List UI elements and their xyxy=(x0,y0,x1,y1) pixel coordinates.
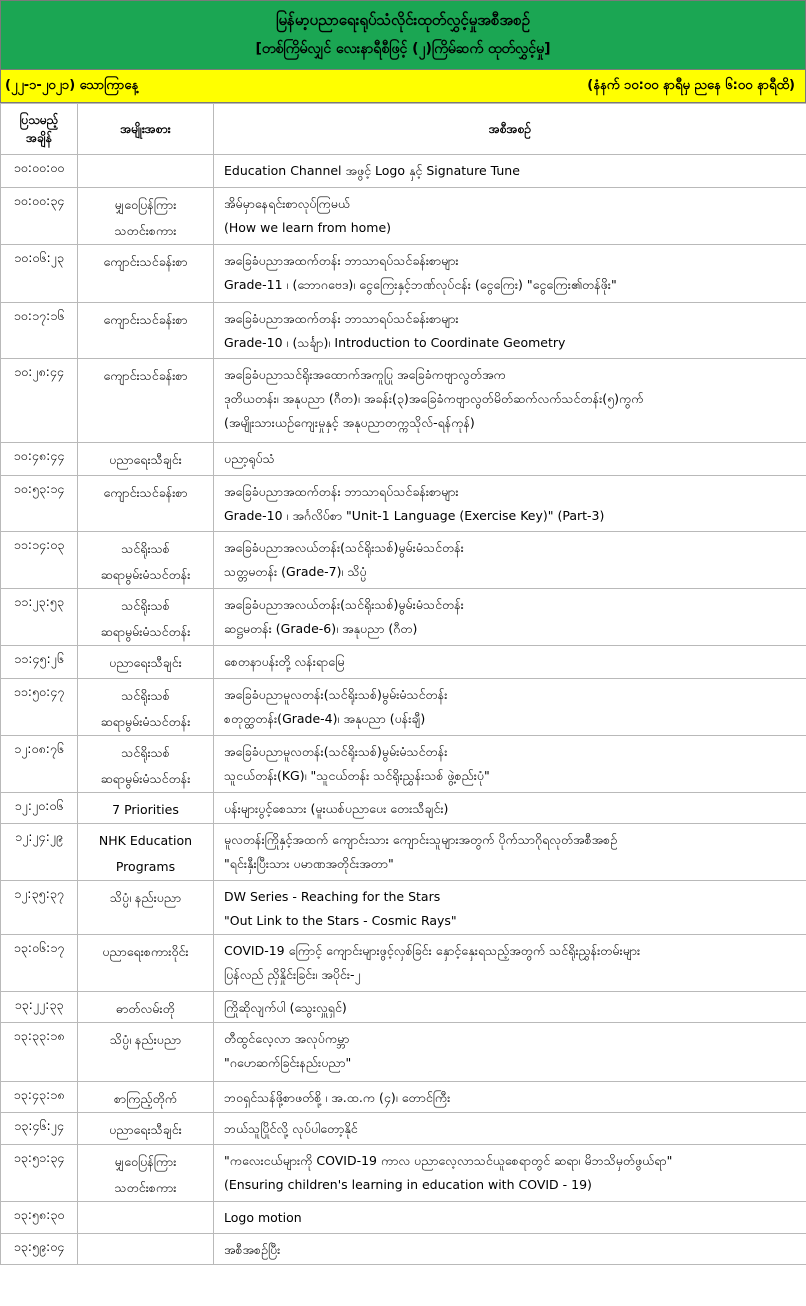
category-column-header: အမျိုးအစား xyxy=(78,104,214,155)
table-row xyxy=(1,359,806,443)
program-cell xyxy=(214,824,806,881)
time-value: ၁၀:၂၈:၄၄ xyxy=(14,364,64,379)
table-row xyxy=(1,188,806,245)
program-line: Logo motion xyxy=(224,1210,302,1225)
category-cell xyxy=(78,935,214,992)
category-line: ကျောင်းသင်ခန်းစာ xyxy=(103,254,188,269)
time-value: ၁၀:၁၇:၁၆ xyxy=(13,308,65,323)
category-line: ပညာရေးသီချင်း xyxy=(109,655,182,670)
category-line: သတင်းစကား xyxy=(114,223,177,238)
category-cell xyxy=(78,443,214,476)
program-line: အခြေခံပညာမူလတန်း(သင်ရိုးသစ်)မွမ်းမံသင်တန်း xyxy=(224,744,448,759)
program-cell xyxy=(214,935,806,992)
time-value: ၁၃:၅၈:၃၀ xyxy=(13,1207,65,1222)
category-line: သတင်းစကား xyxy=(114,1180,177,1195)
program-line: (How we learn from home) xyxy=(224,220,392,235)
program-cell xyxy=(214,1113,806,1145)
time-cell xyxy=(1,188,78,245)
category-cell xyxy=(78,1202,214,1234)
program-cell xyxy=(214,532,806,589)
category-cell xyxy=(78,992,214,1023)
category-cell xyxy=(78,1145,214,1202)
program-cell xyxy=(214,881,806,935)
category-cell xyxy=(78,824,214,881)
category-line: Programs xyxy=(115,859,176,874)
time-cell xyxy=(1,935,78,992)
category-line: ကျောင်းသင်ခန်းစာ xyxy=(103,485,188,500)
time-cell xyxy=(1,443,78,476)
time-cell xyxy=(1,303,78,359)
category-line: သင်ရိုးသစ် xyxy=(121,745,170,760)
category-cell xyxy=(78,679,214,736)
program-line: Grade-10 ၊ (သင်္ချာ)၊ Introduction to Coordinate Geometry xyxy=(224,335,566,350)
time-cell xyxy=(1,824,78,881)
program-line: (အမျိုးသားယဉ်ကျေးမှုနှင့် အနုပညာတက္ကသိုလ်-ရန်ကုန်) xyxy=(224,415,475,430)
category-cell xyxy=(78,303,214,359)
time-cell xyxy=(1,155,78,188)
category-cell xyxy=(78,736,214,793)
table-row xyxy=(1,1145,806,1202)
time-cell xyxy=(1,476,78,532)
schedule-table xyxy=(0,103,806,1265)
program-cell xyxy=(214,1082,806,1113)
program-line: မူလတန်းကြိုနှင့်အထက် ကျောင်းသား ကျောင်းသူများအတွက် ပိုက်သာဂိုရလုတ်အစီအစဉ် xyxy=(224,832,618,847)
table-row xyxy=(1,793,806,824)
program-line: အခြေခံပညာမူလတန်း(သင်ရိုးသစ်)မွမ်းမံသင်တန်း xyxy=(224,687,448,702)
table-row xyxy=(1,476,806,532)
time-cell xyxy=(1,1023,78,1082)
program-cell xyxy=(214,1145,806,1202)
category-cell xyxy=(78,881,214,935)
program-line: သူငယ်တန်း(KG)၊ "သူငယ်တန်း သင်ရိုးညွှန်းသစ် ဖွဲ့စည်းပုံ" xyxy=(224,768,490,783)
program-cell xyxy=(214,1234,806,1265)
broadcast-date: (၂၂-၁-၂၀၂၁) သောကြာနေ့ xyxy=(5,77,139,93)
program-line: အစီအစဉ်ပြီး xyxy=(224,1242,281,1257)
table-row xyxy=(1,245,806,303)
category-cell xyxy=(78,1113,214,1145)
time-value: ၁၃:၄၃:၁၈ xyxy=(13,1087,65,1102)
program-line: အခြေခံပညာသင်ရိုးအထောက်အကူပြု အခြေခံကဗျာလွတ်အက xyxy=(224,367,506,382)
category-cell xyxy=(78,1082,214,1113)
program-line: ပြန်လည် ညှိနှိုင်းခြင်း၊ အပိုင်း-၂ xyxy=(224,967,361,982)
time-cell xyxy=(1,646,78,679)
category-line: စာကြည့်တိုက် xyxy=(114,1091,177,1106)
program-line: ဆဋ္ဌမတန်း (Grade-6)၊ အနုပညာ (ဂီတ) xyxy=(224,621,418,636)
program-line: ဘဝရှင်သန်ဖို့စာဖတ်စို့ ၊ အ.ထ.က (၄)၊ တောင်ကြီး xyxy=(224,1090,451,1105)
table-row xyxy=(1,1202,806,1234)
time-value: ၁၃:၂၂:၃၃ xyxy=(14,997,64,1012)
category-line: ဓာတ်လမ်းတို xyxy=(116,1001,175,1016)
table-row xyxy=(1,679,806,736)
program-cell xyxy=(214,245,806,303)
time-cell xyxy=(1,1202,78,1234)
time-value: ၁၃:၅၁:၃၄ xyxy=(13,1150,65,1165)
time-cell xyxy=(1,589,78,646)
category-cell xyxy=(78,155,214,188)
time-cell xyxy=(1,532,78,589)
time-value: ၁၀:၀၆:၂၃ xyxy=(14,250,64,265)
page-header xyxy=(0,0,806,70)
table-row xyxy=(1,881,806,935)
time-value: ၁၂:၂၄:၂၉ xyxy=(15,829,63,844)
category-line: ဆရာမွမ်းမံသင်တန်း xyxy=(100,624,191,639)
program-cell xyxy=(214,793,806,824)
program-cell xyxy=(214,679,806,736)
program-cell xyxy=(214,736,806,793)
program-line: စေတနာပန်းတို့ လန်းရာမြေ xyxy=(224,654,345,669)
category-cell xyxy=(78,589,214,646)
time-value: ၁၁:၅၀:၄၇ xyxy=(13,684,65,699)
program-cell xyxy=(214,1023,806,1082)
program-line: အခြေခံပညာအလယ်တန်း(သင်ရိုးသစ်)မွမ်းမံသင်တန်း xyxy=(224,597,464,612)
category-cell xyxy=(78,793,214,824)
table-row xyxy=(1,1113,806,1145)
category-line: 7 Priorities xyxy=(112,802,179,817)
program-line: ဘယ်သူပြိုင်လို့ လုပ်ပါတော့နိုင် xyxy=(224,1121,358,1136)
time-value: ၁၀:၅၃:၁၄ xyxy=(13,481,65,496)
program-line: "Out Link to the Stars - Cosmic Rays" xyxy=(224,913,457,928)
category-line: ဆရာမွမ်းမံသင်တန်း xyxy=(100,714,191,729)
time-value: ၁၀:၄၈:၄၄ xyxy=(13,448,65,463)
table-row xyxy=(1,824,806,881)
program-cell xyxy=(214,476,806,532)
table-row xyxy=(1,1234,806,1265)
date-bar xyxy=(0,70,806,103)
time-value: ၁၃:၅၉:၀၄ xyxy=(13,1239,65,1254)
table-row xyxy=(1,736,806,793)
program-line: ပန်းများပွင့်စေသား (မူးယစ်ပညာပေး တေးသီချင်း) xyxy=(224,801,449,816)
category-line: NHK Education xyxy=(98,833,193,848)
table-row xyxy=(1,1023,806,1082)
category-line: သင်ရိုးသစ် xyxy=(121,688,170,703)
category-line: ကျောင်းသင်ခန်းစာ xyxy=(103,368,188,383)
program-line: ပညာ့ရုပ်သံ xyxy=(224,451,275,466)
category-cell xyxy=(78,359,214,443)
program-cell xyxy=(214,359,806,443)
program-line: "ကလေးငယ်များကို COVID-19 ကာလ ပညာလေ့လာသင်ယူစေရာတွင် ဆရာ၊ မိဘသိမှတ်ဖွယ်ရာ" xyxy=(224,1153,673,1168)
program-line: အခြေခံပညာအထက်တန်း ဘာသာရပ်သင်ခန်းစာများ xyxy=(224,253,459,268)
table-row xyxy=(1,303,806,359)
category-line: ဆရာမွမ်းမံသင်တန်း xyxy=(100,771,191,786)
time-value: ၁၂:၀၈:၇၆ xyxy=(14,741,64,756)
program-column-header: အစီအစဉ် xyxy=(214,104,806,155)
program-line: အခြေခံပညာအထက်တန်း ဘာသာရပ်သင်ခန်းစာများ xyxy=(224,311,459,326)
program-line: Grade-10 ၊ အင်္ဂလိပ်စာ "Unit-1 Language (Exercise Key)" (Part-3) xyxy=(224,508,605,523)
category-line: သိပ္ပံ၊ နည်းပညာ xyxy=(109,890,182,905)
program-line: "ဂဟေဆက်ခြင်းနည်းပညာ" xyxy=(224,1055,352,1070)
category-line: ကျောင်းသင်ခန်းစာ xyxy=(103,312,188,327)
table-row xyxy=(1,155,806,188)
program-line: ဒုတိယတန်း၊ အနုပညာ (ဂီတ)၊ အခန်း(၃)အခြေခံကဗျာလွတ်မိတ်ဆက်လက်သင်တန်း(၅)ကွက် xyxy=(224,391,644,406)
time-column-header xyxy=(1,104,78,155)
category-line: သင်ရိုးသစ် xyxy=(121,541,170,556)
category-cell xyxy=(78,646,214,679)
table-row xyxy=(1,992,806,1023)
time-cell xyxy=(1,992,78,1023)
program-line: တီထွင်လေ့လာ အလုပ်ကမ္ဘာ xyxy=(224,1031,350,1046)
time-value: ၁၀:၀၀:၃၄ xyxy=(13,193,65,208)
program-cell xyxy=(214,1202,806,1234)
time-cell xyxy=(1,1113,78,1145)
time-cell xyxy=(1,881,78,935)
program-line: အခြေခံပညာအလယ်တန်း(သင်ရိုးသစ်)မွမ်းမံသင်တန်း xyxy=(224,540,464,555)
time-cell xyxy=(1,1145,78,1202)
time-value: ၁၃:၀၆:၁၇ xyxy=(13,940,65,955)
category-line: သင်ရိုးသစ် xyxy=(121,598,170,613)
table-row xyxy=(1,589,806,646)
time-value: ၁၁:၁၄:၀၃ xyxy=(13,537,65,552)
category-line: ပညာရေးသီချင်း xyxy=(109,1122,182,1137)
category-cell xyxy=(78,532,214,589)
table-row xyxy=(1,532,806,589)
broadcast-hours: (နံနက် ၁၀:၀၀ နာရီမှ ညနေ ၆:၀၀ နာရီထိ) xyxy=(587,77,795,93)
program-line: Grade-11 ၊ (ဘောဂဗေဒ)၊ ငွေကြေးနှင့်ဘဏ်လုပ်ငန်း (ငွေကြေး) "ငွေကြေး၏တန်ဖိုး" xyxy=(224,277,617,292)
time-cell xyxy=(1,793,78,824)
program-line: DW Series - Reaching for the Stars xyxy=(224,889,441,904)
program-cell xyxy=(214,992,806,1023)
time-value: ၁၂:၂၀:၀၆ xyxy=(14,798,64,813)
program-line: (Ensuring children's learning in education with COVID - 19) xyxy=(224,1177,592,1192)
program-line: "ရင်းနှီးပြီးသား ပမာဏအတိုင်းအတာ" xyxy=(224,856,394,871)
program-cell xyxy=(214,155,806,188)
category-cell xyxy=(78,476,214,532)
time-cell xyxy=(1,736,78,793)
table-header-row xyxy=(1,104,806,155)
page-subtitle: [တစ်ကြိမ်လျှင် လေးနာရီစီဖြင့် (၂)ကြိမ်ဆက် ထုတ်လွှင့်မှု] xyxy=(255,41,551,57)
program-line: သတ္တမတန်း (Grade-7)၊ သိပ္ပံ xyxy=(224,564,367,579)
time-header-line2: အချိန် xyxy=(26,131,52,145)
time-value: ၁၁:၂၃:၅၃ xyxy=(14,594,64,609)
category-line: မျှဝေပြန်ကြား xyxy=(114,1154,177,1169)
program-cell xyxy=(214,589,806,646)
category-line: သိပ္ပံ၊ နည်းပညာ xyxy=(109,1032,182,1047)
time-header-line1: ပြသမည့် xyxy=(19,113,59,127)
program-line: အိမ်မှာနေရင်းစာလုပ်ကြမယ် xyxy=(224,196,351,211)
time-cell xyxy=(1,1082,78,1113)
category-line: ပညာရေးသီချင်း xyxy=(109,452,182,467)
table-row xyxy=(1,935,806,992)
program-line: အခြေခံပညာအထက်တန်း ဘာသာရပ်သင်ခန်းစာများ xyxy=(224,484,459,499)
schedule-rows xyxy=(1,155,806,1265)
time-value: ၁၃:၃၃:၁၈ xyxy=(13,1028,65,1043)
program-line: ကြိုဆိုလျက်ပါ (သွေးလှူရှင်) xyxy=(224,1000,347,1015)
program-cell xyxy=(214,443,806,476)
time-cell xyxy=(1,1234,78,1265)
program-line: Education Channel အဖွင့် Logo နှင့် Signature Tune xyxy=(224,163,520,178)
category-cell xyxy=(78,1234,214,1265)
program-cell xyxy=(214,188,806,245)
table-row xyxy=(1,646,806,679)
time-cell xyxy=(1,245,78,303)
time-value: ၁၁:၄၅:၂၆ xyxy=(14,651,64,666)
category-cell xyxy=(78,1023,214,1082)
program-line: စတုတ္ထတန်း(Grade-4)၊ အနုပညာ (ပန်းချီ) xyxy=(224,711,426,726)
category-line: ဆရာမွမ်းမံသင်တန်း xyxy=(100,567,191,582)
time-value: ၁၂:၃၅:၃၇ xyxy=(14,886,64,901)
page-title: မြန်မာ့ပညာရေးရုပ်သံလိုင်းထုတ်လွှင့်မှုအစီအစဉ် xyxy=(275,11,531,29)
table-row xyxy=(1,443,806,476)
time-value: ၁၃:၄၆:၂၄ xyxy=(14,1118,64,1133)
category-cell xyxy=(78,245,214,303)
category-line: ပညာရေးစကားဝိုင်း xyxy=(102,944,189,959)
category-line: မျှဝေပြန်ကြား xyxy=(114,197,177,212)
table-row xyxy=(1,1082,806,1113)
time-value: ၁၀:၀၀:၀၀ xyxy=(13,160,65,175)
time-cell xyxy=(1,359,78,443)
program-cell xyxy=(214,646,806,679)
program-line: COVID-19 ကြောင့် ကျောင်းများဖွင့်လှစ်ခြင်း နှောင့်နှေးရသည့်အတွက် သင်ရိုးညွှန်းတမ်းများ xyxy=(224,943,641,958)
program-cell xyxy=(214,303,806,359)
category-cell xyxy=(78,188,214,245)
time-cell xyxy=(1,679,78,736)
